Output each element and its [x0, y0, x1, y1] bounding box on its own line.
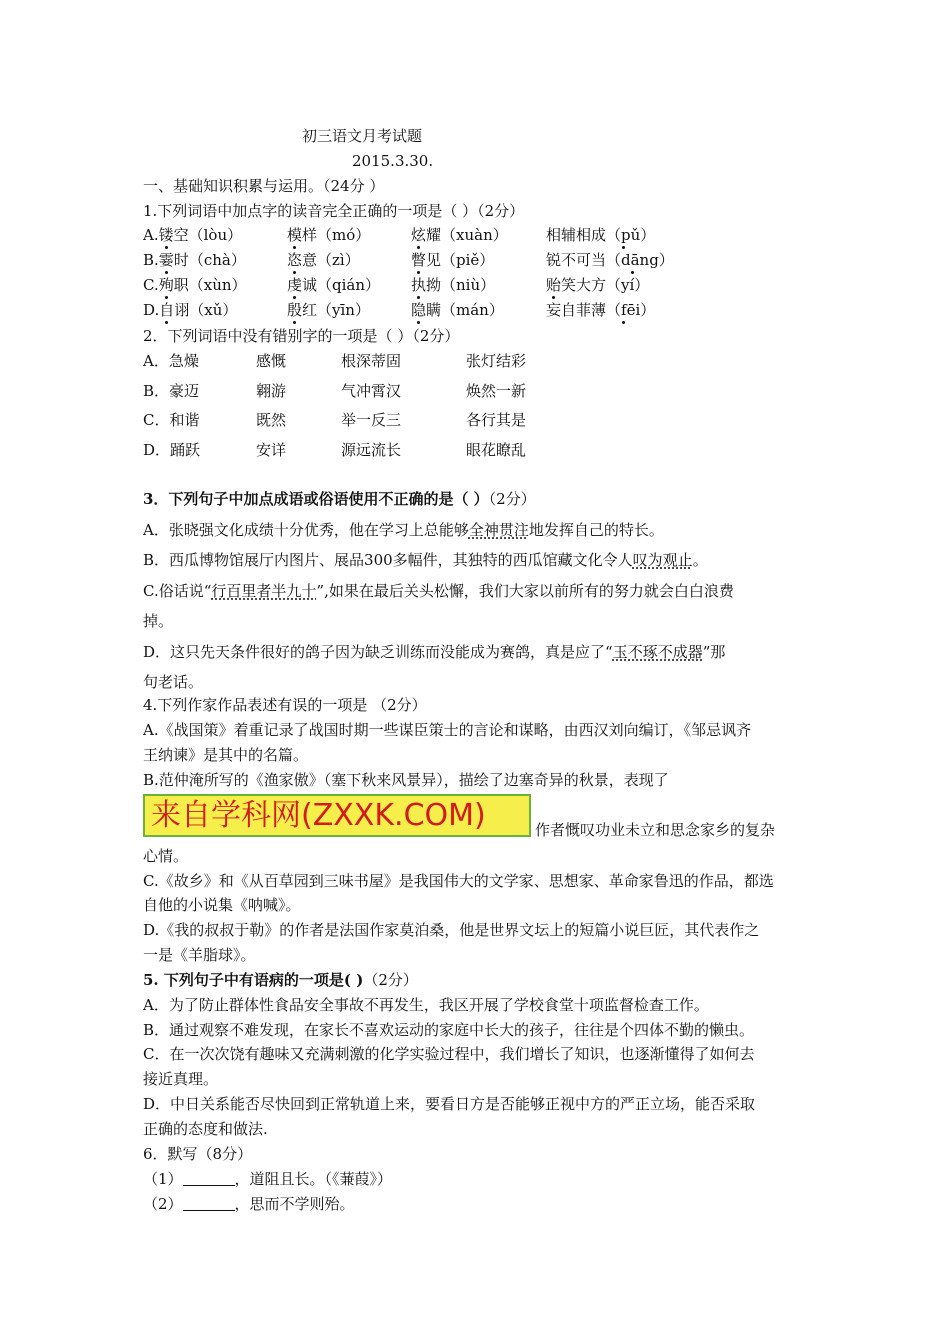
q4-option-d-cont: 一是《羊脂球》。 [143, 946, 256, 964]
q1-stem: 1.下列词语中加点字的读音完全正确的一项是（ ）（2分） [143, 202, 525, 220]
dotted-char: 瞥 [411, 251, 427, 269]
dotted-char: 炫 [411, 226, 427, 244]
q5-option-a: A．为了防止群体性食品安全事故不再发生，我区开展了学校食堂十项监督检查工作。 [143, 996, 709, 1014]
dotted-char: 自 [159, 301, 175, 319]
dotted-char: 薄（fēi） [591, 301, 656, 319]
dotted-idiom: 玉不琢不成器 [612, 643, 703, 661]
q3-option-a: A．张晓强文化成绩十分优秀，他在学习上总能够全神贯注地发挥自己的特长。 [143, 521, 664, 539]
q3-option-b: B．西瓜博物馆展厅内图片、展品300多幅件，其独特的西瓜馆藏文化令人叹为观止。 [143, 551, 708, 569]
q4-option-b-cont: 作者慨叹功业未立和思念家乡的复杂 [535, 821, 776, 839]
dotted-char: 虔 [287, 276, 303, 294]
section-heading: 一、基础知识积累与运用。（24分 ） [143, 177, 385, 195]
dotted-char: 霎 [158, 251, 174, 269]
answer-blank [183, 1196, 235, 1211]
q6-item-2: （2） ，思而不学则殆。 [143, 1195, 355, 1213]
q3-option-c: C.俗话说“行百里者半九十”,如果在最后关头松懈，我们大家以前所有的努力就会白白浪费 [143, 582, 734, 600]
q5-option-d: D．中日关系能否尽快回到正常轨道上来，要看日方是否能够正视中方的严正立场，能否采取 [143, 1095, 756, 1113]
q5-stem: 5. 下列句子中有语病的一项是( )（2分） [143, 971, 418, 989]
q3-option-c-cont: 掉。 [143, 612, 174, 630]
q4-option-b: B.范仲淹所写的《渔家傲》（塞下秋来风景异），描绘了边塞奇异的秋景，表现了 [143, 771, 669, 789]
q6-item-1: （1） ，道阻且长。（《蒹葭》） [143, 1170, 393, 1188]
q4-option-c: C.《故乡》和《从百草园到三味书屋》是我国伟大的文学家、思想家、革命家鲁迅的作品，都选 [143, 872, 774, 890]
page-title: 初三语文月考试题 [302, 127, 423, 145]
answer-blank [183, 1171, 235, 1186]
q4-option-b-end: 心情。 [143, 847, 189, 865]
dotted-char: 恣 [287, 251, 303, 269]
q6-stem: 6．默写（8分） [143, 1145, 253, 1163]
dotted-char: 模 [287, 226, 303, 244]
q5-option-c-cont: 接近真理。 [143, 1070, 219, 1088]
dotted-char: 隐 [411, 301, 427, 319]
dotted-char: 殉 [158, 276, 174, 294]
q4-option-a-cont: 王纳谏》是其中的名篇。 [143, 746, 309, 764]
dotted-idiom: 全神贯注 [468, 521, 529, 539]
dotted-char: 贻 [546, 276, 562, 294]
q3-option-d-cont: 句老话。 [143, 673, 204, 691]
q3-stem: 3．下列句子中加点成语或俗语使用不正确的是（ ）（2分） [143, 490, 536, 508]
dotted-char: 镂 [158, 226, 174, 244]
dotted-char: 当（dāng） [591, 251, 674, 269]
dotted-char: 执 [411, 276, 427, 294]
q3-option-d: D．这只先天条件很好的鸽子因为缺乏训练而没能成为赛鸽，真是应了“玉不琢不成器”那 [143, 643, 726, 661]
exam-page: 初三语文月考试题 2015.3.30. 一、基础知识积累与运用。（24分 ） 1.下列词语中加点字的读音完全正确的一项是（ ）（2分） A.镂空（lòu） 模样（mó） 炫耀（xuàn） 相辅相成（pǔ） B.霎时（chà） 恣意（zì） 瞥见（piě） 锐不可当（dāng） C.殉职（xùn） 虔诚（qián） 执拗（niù） 贻笑大方（yí） D.自诩（xǔ） 殷红（yīn） 隐瞒（mán） 妄自菲薄（fēi） 2．下列词语中没有错别字的一项是（ ）（2分） A．急燥 感慨 根深蒂固 张灯结彩 B．豪迈 翱游 气冲霄汉 焕然一新 C．和谐 既然 举一反三 各行其是 D．踊跃 安详 源远流长 眼花瞭乱 3．下列句子中加点成语或俗语使用不正确的是（ ）（2分） A．张晓强文化成绩十分优秀，他在学习上总能够全神贯注地发挥自己的特长。 B．西瓜博物馆展厅内图片、展品300多幅件，其独特的西瓜馆藏文化令人叹为观止。 C.俗话说“行百里者半九十”,如果在最后关头松懈，我们大家以前所有的努力就会白白浪费 掉。 D．这只先天条件很好的鸽子因为缺乏训练而没能成为赛鸽，真是应了“玉不琢不成器”那 句老话。 4.下列作家作品表述有误的一项是 （2分） A.《战国策》着重记录了战国时期一些谋臣策士的言论和谋略，由西汉刘向编订，《邹忌讽齐 王纳谏》是其中的名篇。 B.范仲淹所写的《渔家傲》（塞下秋来风景异），描绘了边塞奇异的秋景，表现了 来自学科网(ZXXK.COM) 作者慨叹功业未立和思念家乡的复杂 心情。 C.《故乡》和《从百草园到三味书屋》是我国伟大的文学家、思想家、革命家鲁迅的作品，都选 自他的小说集《呐喊》。 D.《我的叔叔于勒》的作者是法国作家莫泊桑，他是世界文坛上的短篇小说巨匠，其代表作之 一是《羊脂球》。 5. 下列句子中有语病的一项是( )（2分） A．为了防止群体性食品安全事故不再发生，我区开展了学校食堂十项监督检查工作。 B．通过观察不难发现，在家长不喜欢运动的家庭中长大的孩子，往往是个四体不勤的懒虫。 C．在一次次饶有趣味又充满刺激的化学实验过程中，我们增长了知识，也逐渐懂得了如何去 接近真理。 D．中日关系能否尽快回到正常轨道上来，要看日方是否能够正视中方的严正立场，能否采取 正确的态度和做法. 6．默写（8分） （1） ，道阻且长。（《蒹葭》） （2） ，思而不学则殆。 [143, 127, 776, 1213]
exam-date: 2015.3.30. [352, 152, 434, 170]
watermark-logo: 来自学科网(ZXXK.COM) [143, 794, 531, 837]
q5-option-c: C．在一次次饶有趣味又充满刺激的化学实验过程中，我们增长了知识，也逐渐懂得了如何去 [143, 1045, 755, 1063]
q5-option-b: B．通过观察不难发现，在家长不喜欢运动的家庭中长大的孩子，往往是个四体不勤的懒虫。 [143, 1021, 755, 1039]
dotted-char: 殷 [287, 301, 303, 319]
q2-stem: 2．下列词语中没有错别字的一项是（ ）（2分） [143, 327, 460, 345]
q5-option-d-cont: 正确的态度和做法. [143, 1120, 268, 1138]
dotted-idiom: 行百里者半九十 [211, 582, 317, 600]
q4-option-a: A.《战国策》着重记录了战国时期一些谋臣策士的言论和谋略，由西汉刘向编订，《邹忌讽齐 [143, 721, 752, 739]
q4-stem: 4.下列作家作品表述有误的一项是 （2分） [143, 696, 427, 714]
q4-option-c-cont: 自他的小说集《呐喊》。 [143, 896, 301, 914]
dotted-char: 成（pǔ） [591, 226, 656, 244]
q4-option-d: D.《我的叔叔于勒》的作者是法国作家莫泊桑，他是世界文坛上的短篇小说巨匠，其代表作之 [143, 921, 760, 939]
dotted-idiom: 叹为观止 [632, 551, 693, 569]
